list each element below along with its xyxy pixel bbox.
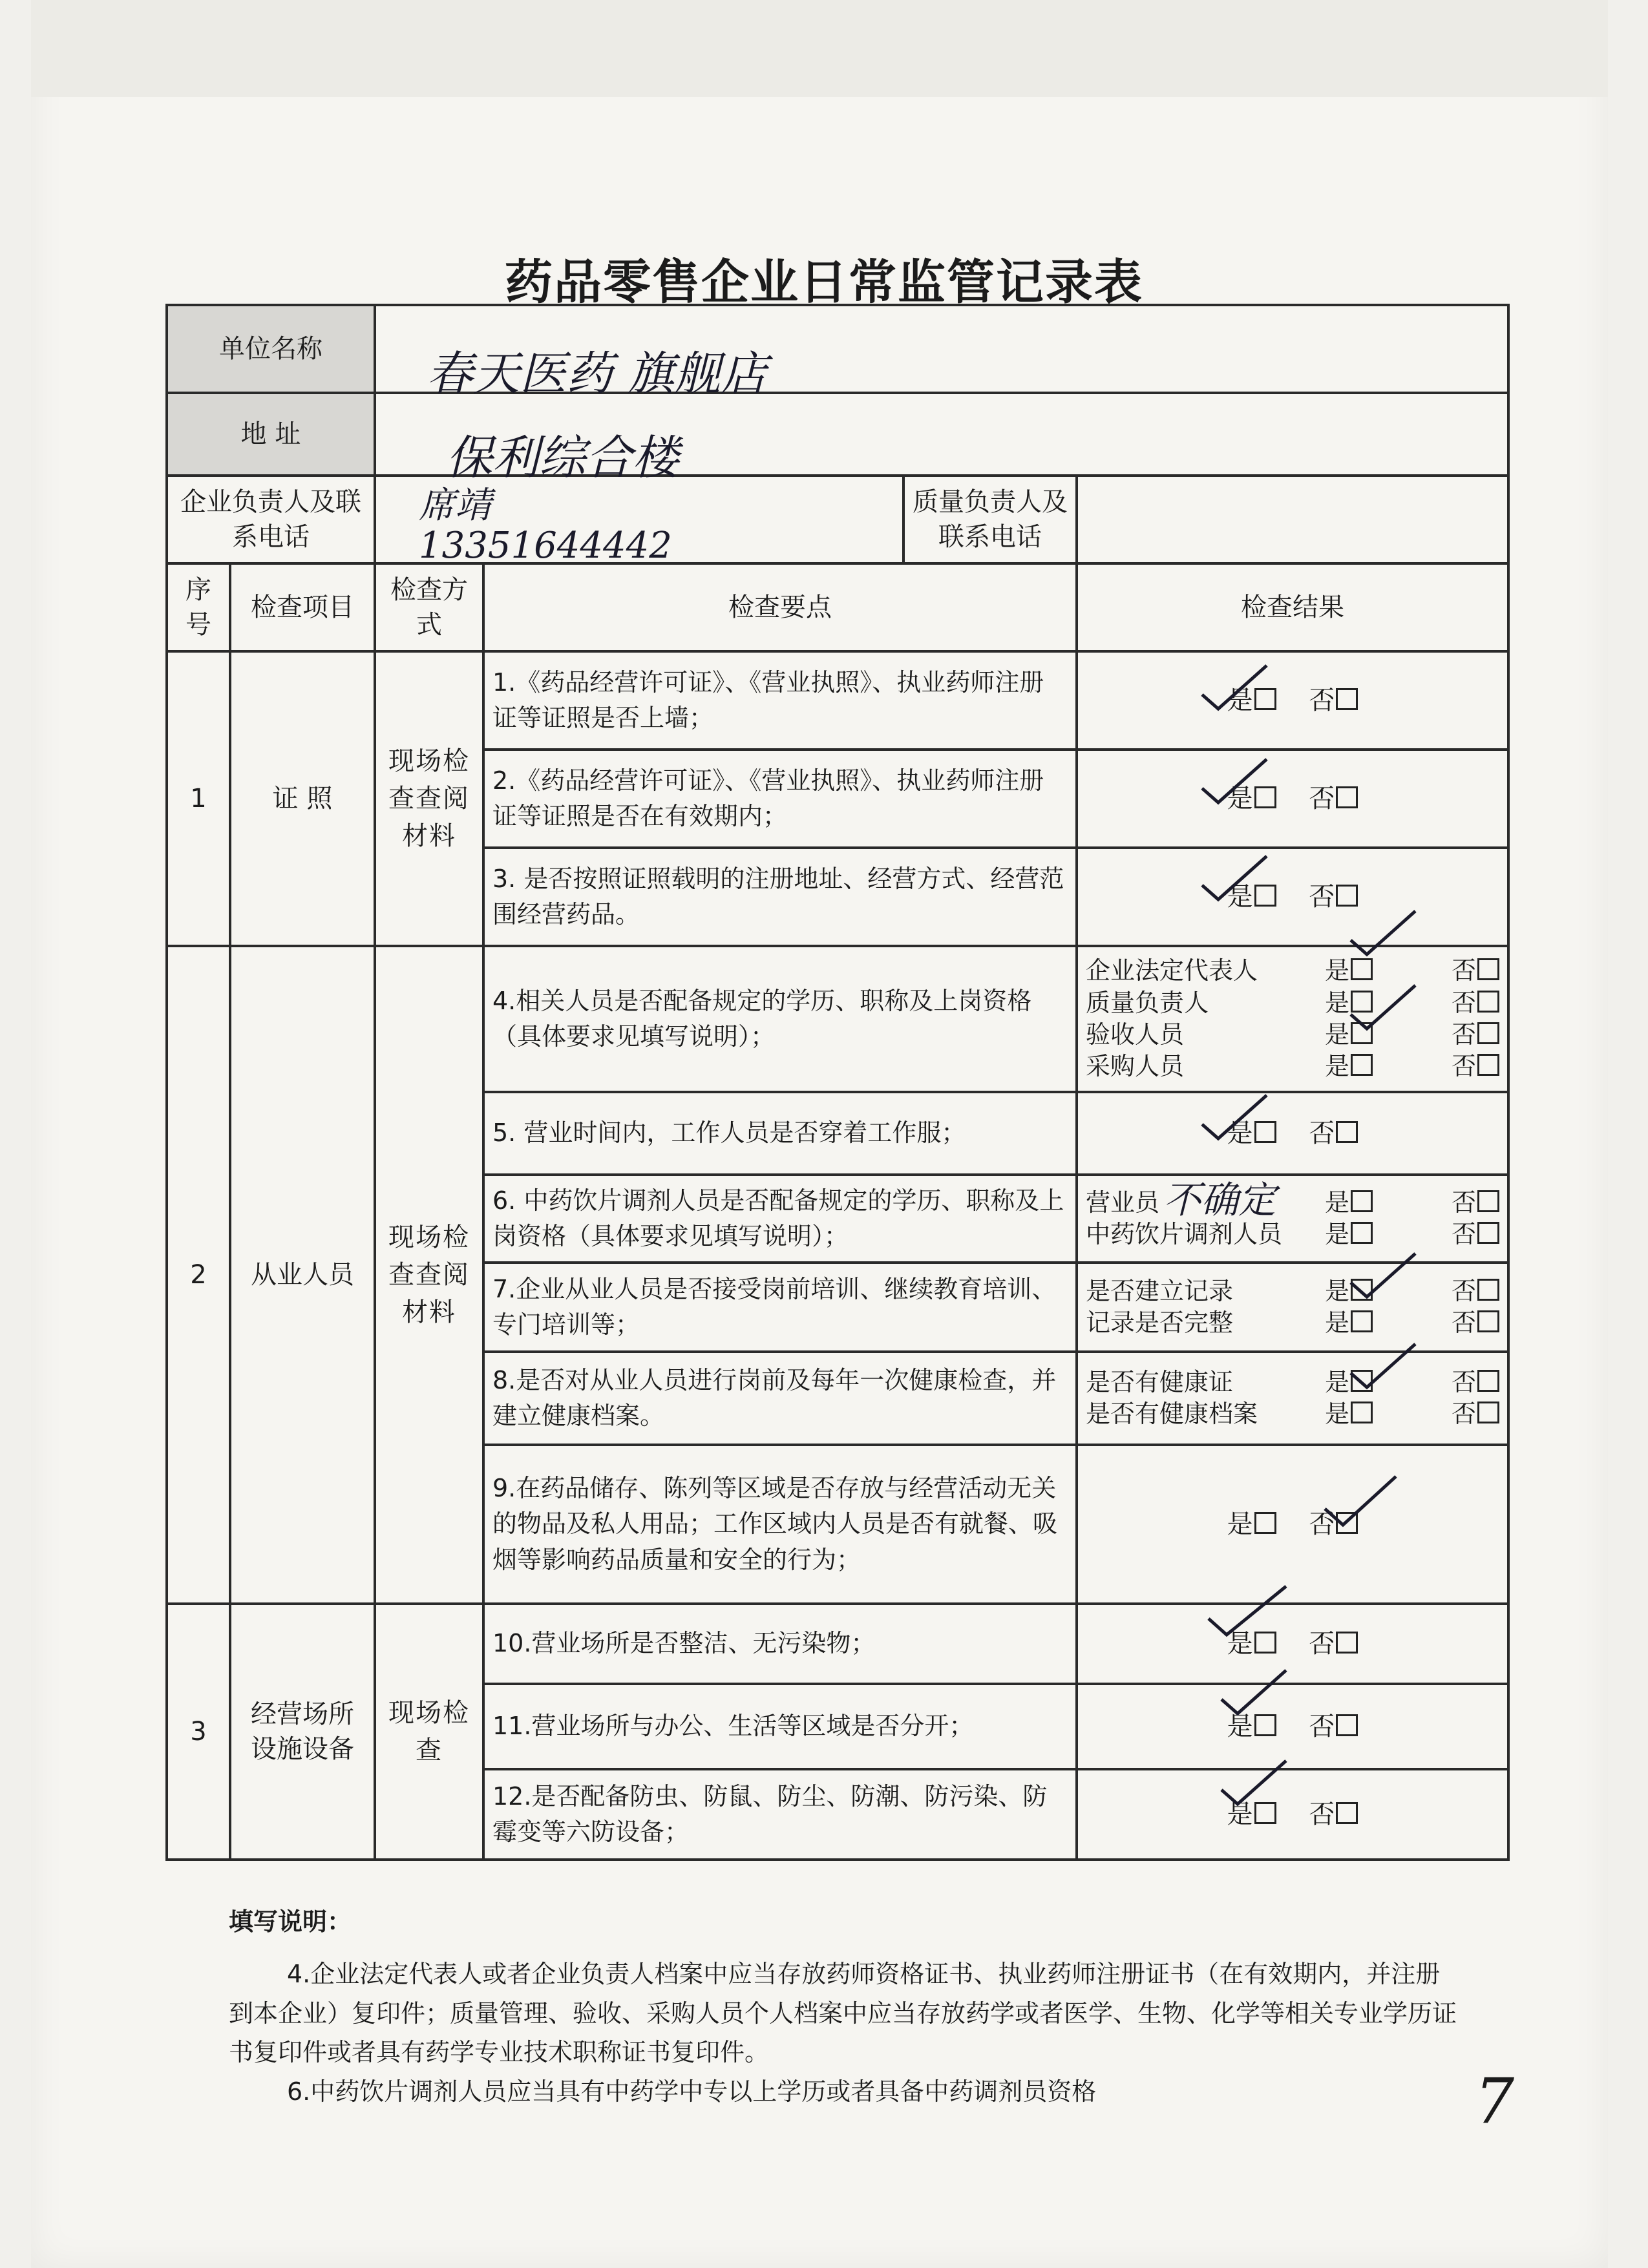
yes-checkbox[interactable] [1254,688,1276,710]
no-checkbox[interactable] [1336,1632,1358,1654]
section-number: 2 [167,946,230,1604]
sub-item: 企业法定代表人 是 否 [1086,955,1499,987]
check-result: 是 否 [1077,1684,1508,1769]
sub-item: 记录是否完整 是 否 [1086,1307,1499,1339]
yes-checkbox[interactable] [1254,786,1276,808]
instructions-title: 填写说明： [229,1907,352,1936]
yes-checkbox[interactable] [1254,1802,1276,1824]
unit-name-row [167,305,1508,393]
address-label: 地 址 [167,393,375,476]
check-point: 4.相关人员是否配备规定的学历、职称及上岗资格（具体要求见填写说明）； [483,946,1077,1092]
instruction-item: 6.中药饮片调剂人员应当具有中药学中专以上学历或者具备中药调剂员资格 [287,2077,1097,2106]
yes-checkbox[interactable] [1351,1310,1373,1332]
no-checkbox[interactable] [1477,958,1499,980]
no-checkbox[interactable] [1336,786,1358,808]
check-point: 12.是否配备防虫、防鼠、防尘、防潮、防污染、防霉变等六防设备； [483,1769,1077,1860]
sub-item: 营业员 是 否 [1086,1187,1499,1219]
section-method: 现场检查查阅材料 [375,651,483,946]
yes-checkbox[interactable] [1351,958,1373,980]
yes-checkbox[interactable] [1351,1370,1373,1392]
sub-item: 是否有健康档案 是 否 [1086,1398,1499,1430]
yes-checkbox[interactable] [1254,1714,1276,1736]
check-result: 是 否 [1077,1604,1508,1684]
check-point: 5. 营业时间内，工作人员是否穿着工作服； [483,1092,1077,1175]
instruction-item: 4.企业法定代表人或者企业负责人档案中应当存放药师资格证书、执业药师注册证书（在有效期内，并注册到本企业）复印件；质量管理、验收、采购人员个人档案中应当存放药学或者医学、生物、化学等相关专业学历证书复印件或者具有药学专业技术职称证书复印件。 [229,1959,1457,2067]
previous-page-edge [31,0,1608,97]
check-result [1077,1352,1508,1445]
no-checkbox[interactable] [1336,1802,1358,1824]
sub-item: 验收人员 是 否 [1086,1019,1499,1051]
no-checkbox[interactable] [1477,1279,1499,1301]
no-checkbox[interactable] [1336,1512,1358,1534]
section-name: 证 照 [230,651,375,946]
header-item: 检查项目 [230,563,375,651]
yes-checkbox[interactable] [1351,1222,1373,1244]
no-checkbox[interactable] [1477,1022,1499,1044]
yes-checkbox[interactable] [1351,1022,1373,1044]
page-number: 7 [1475,2065,1515,2137]
no-checkbox[interactable] [1477,1054,1499,1076]
check-result: 是 否 [1077,1092,1508,1175]
table-row [167,651,1508,750]
handwritten-unit-name: 春天医药 旗舰店 [427,346,767,401]
section-method: 现场检查 [375,1604,483,1860]
section-number: 1 [167,651,230,946]
no-checkbox[interactable] [1477,1222,1499,1244]
quality-label: 质量负责人及联系电话 [903,476,1077,563]
check-result [1077,1263,1508,1352]
handwritten-address: 保利综合楼 [446,430,679,485]
check-point: 7.企业从业人员是否接受岗前培训、继续教育培训、专门培训等； [483,1263,1077,1352]
section-name: 经营场所设施设备 [230,1604,375,1860]
address-row [167,393,1508,476]
handwritten-owner-contact: 席靖 13351644442 [419,485,672,567]
no-checkbox[interactable] [1336,885,1358,907]
check-point: 6. 中药饮片调剂人员是否配备规定的学历、职称及上岗资格（具体要求见填写说明）； [483,1175,1077,1263]
sub-item: 采购人员 是 否 [1086,1051,1499,1082]
unit-name-label: 单位名称 [167,305,375,393]
check-result: 是 否 [1077,750,1508,848]
check-result [1077,946,1508,1092]
quality-cell [1077,476,1508,563]
handwritten-note: 不确定 [1163,1178,1276,1222]
header-seq: 序号 [167,563,230,651]
yes-checkbox[interactable] [1351,991,1373,1013]
check-point: 1.《药品经营许可证》、《营业执照》、执业药师注册证等证照是否上墙； [483,651,1077,750]
check-result: 是 否 [1077,1769,1508,1860]
no-checkbox[interactable] [1477,1370,1499,1392]
fill-instructions [229,1902,1457,2112]
check-point: 11.营业场所与办公、生活等区域是否分开； [483,1684,1077,1769]
header-result: 检查结果 [1077,563,1508,651]
section-name: 从业人员 [230,946,375,1604]
yes-checkbox[interactable] [1351,1190,1373,1212]
check-result: 是 否 [1077,651,1508,750]
no-checkbox[interactable] [1477,1190,1499,1212]
header-row [167,563,1508,651]
yes-checkbox[interactable] [1254,1121,1276,1143]
yes-checkbox[interactable] [1351,1279,1373,1301]
header-points: 检查要点 [483,563,1077,651]
table-row [167,1604,1508,1684]
check-result: 是 否 [1077,1445,1508,1604]
check-point: 10.营业场所是否整洁、无污染物； [483,1604,1077,1684]
check-point: 8.是否对从业人员进行岗前及每年一次健康检查，并建立健康档案。 [483,1352,1077,1445]
yes-checkbox[interactable] [1351,1402,1373,1423]
no-checkbox[interactable] [1477,991,1499,1013]
contacts-row [167,476,1508,563]
check-point: 3. 是否按照证照载明的注册地址、经营方式、经营范围经营药品。 [483,848,1077,946]
check-result [1077,1175,1508,1263]
sub-item: 是否有健康证 是 否 [1086,1367,1499,1398]
form-title: 药品零售企业日常监管记录表 [505,255,1143,310]
check-point: 9.在药品储存、陈列等区域是否存放与经营活动无关的物品及私人用品；工作区域内人员是否有就餐、吸烟等影响药品质量和安全的行为； [483,1445,1077,1604]
check-result: 是 否 [1077,848,1508,946]
table-row [167,946,1508,1092]
yes-checkbox[interactable] [1254,1512,1276,1534]
yes-checkbox[interactable] [1254,885,1276,907]
yes-checkbox[interactable] [1254,1632,1276,1654]
no-checkbox[interactable] [1336,1121,1358,1143]
section-method: 现场检查查阅材料 [375,946,483,1604]
inspection-table [165,304,1510,1861]
no-checkbox[interactable] [1477,1402,1499,1423]
header-method: 检查方式 [375,563,483,651]
check-point: 2.《药品经营许可证》、《营业执照》、执业药师注册证等证照是否在有效期内； [483,750,1077,848]
sub-item: 是否建立记录 是 否 [1086,1276,1499,1307]
owner-label: 企业负责人及联系电话 [167,476,375,563]
no-checkbox[interactable] [1336,1714,1358,1736]
no-checkbox[interactable] [1336,688,1358,710]
sub-item: 中药饮片调剂人员 是 否 [1086,1219,1499,1250]
yes-checkbox[interactable] [1351,1054,1373,1076]
sub-item: 质量负责人 是 否 [1086,987,1499,1019]
section-number: 3 [167,1604,230,1860]
no-checkbox[interactable] [1477,1310,1499,1332]
